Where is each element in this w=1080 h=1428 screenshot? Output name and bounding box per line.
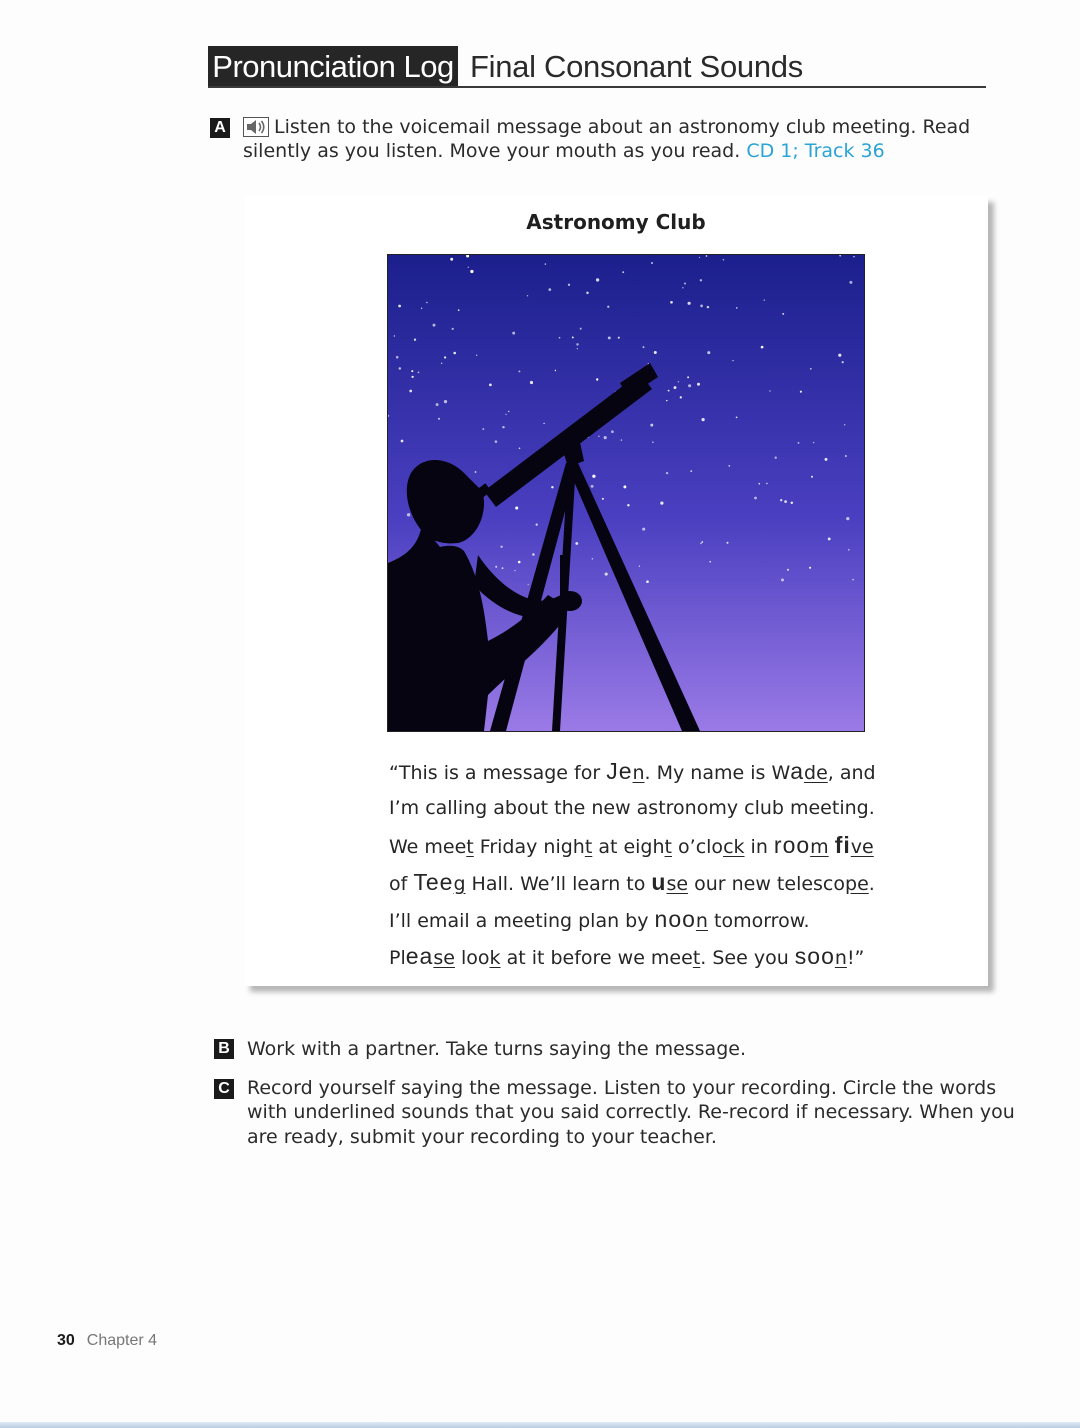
star xyxy=(766,483,767,484)
telescope-illustration xyxy=(387,254,865,732)
section-c-line3: are ready, submit your recording to your teacher. xyxy=(247,1126,717,1148)
star xyxy=(409,390,412,393)
star xyxy=(700,279,702,281)
message-text: Hall. We’ll learn to xyxy=(465,873,652,895)
message-text: . See you xyxy=(700,947,795,969)
star xyxy=(450,258,453,261)
message-text: “This is a message for xyxy=(389,762,607,784)
star xyxy=(764,299,766,301)
star xyxy=(811,476,813,478)
header-title: Final Consonant Sounds xyxy=(470,49,803,84)
header-rule xyxy=(208,86,986,88)
star xyxy=(605,573,608,576)
star xyxy=(452,328,454,330)
star xyxy=(559,337,561,339)
star xyxy=(502,567,504,569)
highlight-vowel: ea xyxy=(405,943,434,969)
star xyxy=(709,561,711,563)
star xyxy=(706,255,708,257)
star xyxy=(660,502,663,505)
star xyxy=(618,337,620,339)
star xyxy=(495,566,497,568)
star xyxy=(727,542,729,544)
star xyxy=(453,352,456,355)
star xyxy=(670,301,673,304)
highlight-vowel: fi xyxy=(834,832,851,858)
star xyxy=(592,475,595,478)
star xyxy=(849,281,852,284)
star xyxy=(580,328,582,330)
star xyxy=(476,355,477,356)
star xyxy=(572,336,574,338)
star xyxy=(512,332,515,335)
star xyxy=(598,436,599,437)
track-link[interactable]: CD 1; Track 36 xyxy=(746,140,885,162)
underlined-sound: g xyxy=(453,873,466,895)
highlight-vowel: u xyxy=(651,869,667,895)
message-line-3 xyxy=(389,830,909,867)
star xyxy=(848,549,850,551)
underlined-sound: n xyxy=(834,947,847,969)
message-text: in xyxy=(744,836,774,858)
star xyxy=(500,546,502,548)
star xyxy=(650,424,653,427)
section-a-line2 xyxy=(243,139,885,164)
star xyxy=(444,400,447,403)
star xyxy=(702,418,705,421)
star xyxy=(846,517,849,520)
star xyxy=(586,292,588,294)
star xyxy=(781,578,784,581)
star xyxy=(411,370,413,372)
star xyxy=(688,302,691,305)
star xyxy=(639,566,640,567)
message-text: !” xyxy=(846,947,865,969)
star xyxy=(791,502,793,504)
star xyxy=(604,436,607,439)
section-b-text: Work with a partner. Take turns saying the message. xyxy=(247,1038,746,1060)
star xyxy=(611,430,614,433)
star xyxy=(551,486,553,488)
star xyxy=(813,442,814,443)
star xyxy=(396,356,399,359)
star xyxy=(690,470,692,472)
message-text: , and xyxy=(827,762,876,784)
star xyxy=(532,553,535,556)
star xyxy=(458,309,460,311)
star xyxy=(707,306,709,308)
star xyxy=(508,411,509,412)
highlight-vowel: Je xyxy=(606,758,633,784)
star xyxy=(701,541,703,543)
star xyxy=(674,386,677,389)
star xyxy=(505,414,506,415)
star xyxy=(394,335,395,336)
star xyxy=(838,354,841,357)
underlined-sound: t xyxy=(584,836,593,858)
star xyxy=(555,370,556,371)
message-line-4 xyxy=(389,867,909,904)
star xyxy=(592,558,594,560)
underlined-sound: ck xyxy=(723,836,745,858)
underlined-sound: pe xyxy=(845,873,869,895)
star xyxy=(436,403,439,406)
star xyxy=(489,384,492,387)
star xyxy=(536,523,538,525)
star xyxy=(441,363,442,364)
page-footer xyxy=(57,1332,157,1350)
star xyxy=(810,368,812,370)
section-a-line2-text: silently as you listen. Move your mouth as you read. xyxy=(243,140,741,162)
message-text: We mee xyxy=(389,836,467,858)
page-header xyxy=(208,46,986,90)
message-text: I’m calling about the new astronomy club meeting. xyxy=(389,797,875,819)
star xyxy=(666,472,668,474)
star xyxy=(680,396,682,398)
star xyxy=(651,262,653,264)
star xyxy=(575,542,578,545)
message-text: at eigh xyxy=(592,836,665,858)
star xyxy=(401,440,404,443)
star xyxy=(688,384,691,387)
star xyxy=(654,351,657,354)
star xyxy=(414,339,416,341)
star xyxy=(800,391,802,393)
underlined-sound: se xyxy=(433,947,455,969)
underlined-sound: k xyxy=(489,947,501,969)
message-line-1 xyxy=(389,756,909,793)
highlight-vowel: Tee xyxy=(413,869,454,895)
star xyxy=(853,256,854,257)
star xyxy=(495,440,498,443)
star xyxy=(809,567,811,569)
star xyxy=(543,423,544,424)
star xyxy=(407,513,410,516)
message-line-2 xyxy=(389,793,909,830)
star xyxy=(545,263,546,264)
star xyxy=(707,351,710,354)
star xyxy=(723,259,724,260)
star xyxy=(668,390,670,392)
star xyxy=(825,458,828,461)
star xyxy=(438,418,440,420)
star xyxy=(519,447,521,449)
star xyxy=(621,439,622,440)
star xyxy=(475,471,477,473)
star xyxy=(622,271,624,273)
star xyxy=(426,302,428,304)
star xyxy=(700,305,703,308)
speaker-icon[interactable] xyxy=(243,117,269,137)
underlined-sound: de xyxy=(804,762,828,784)
star xyxy=(828,537,831,540)
voicemail-message xyxy=(389,756,909,978)
message-text: . xyxy=(868,873,875,895)
star xyxy=(787,569,789,571)
underlined-sound: se xyxy=(666,873,689,895)
star xyxy=(530,381,533,384)
section-a-letter: A xyxy=(210,118,230,138)
section-b-letter: B xyxy=(214,1039,234,1059)
star xyxy=(596,378,598,380)
star xyxy=(780,499,782,501)
underlined-sound: t xyxy=(466,836,474,858)
star xyxy=(842,361,844,363)
star xyxy=(398,305,401,308)
message-line-5 xyxy=(389,904,909,941)
underlined-sound: t xyxy=(692,947,701,969)
star xyxy=(699,257,700,258)
star xyxy=(798,442,800,444)
star xyxy=(687,376,689,378)
section-c-letter: C xyxy=(214,1079,234,1099)
star xyxy=(608,336,611,339)
star xyxy=(678,381,679,382)
message-text: . My name is W xyxy=(644,762,791,784)
star xyxy=(444,356,446,358)
message-text: Pl xyxy=(389,947,406,969)
message-text: at it before we mee xyxy=(500,947,693,969)
underlined-sound: m xyxy=(810,836,829,858)
highlight-vowel: soo xyxy=(794,943,835,969)
star xyxy=(682,287,683,288)
star xyxy=(514,570,515,571)
panel-title: Astronomy Club xyxy=(526,210,706,234)
star xyxy=(754,497,757,500)
underlined-sound: n xyxy=(632,762,645,784)
highlight-vowel: noo xyxy=(654,906,696,932)
chapter-label: Chapter 4 xyxy=(86,1332,158,1349)
star xyxy=(568,284,570,286)
star xyxy=(784,500,787,503)
star xyxy=(596,278,599,281)
star xyxy=(684,282,686,284)
underlined-sound: ve xyxy=(850,836,874,858)
star xyxy=(433,324,436,327)
section-c-line1: Record yourself saying the message. Listen to your recording. Circle the words xyxy=(247,1077,997,1099)
bottom-band xyxy=(0,1422,1080,1428)
star xyxy=(627,504,629,506)
star xyxy=(761,346,764,349)
star xyxy=(736,307,738,309)
star xyxy=(591,485,594,488)
star xyxy=(642,528,645,531)
star xyxy=(769,390,770,391)
page-number: 30 xyxy=(57,1332,75,1349)
message-line-6 xyxy=(389,941,909,978)
header-badge: Pronunciation Log xyxy=(208,46,458,88)
star xyxy=(646,580,649,583)
star xyxy=(527,295,528,296)
star xyxy=(399,367,401,369)
star xyxy=(548,288,551,291)
star xyxy=(697,383,700,386)
star xyxy=(468,267,469,268)
star xyxy=(411,376,413,378)
star xyxy=(518,561,521,564)
star xyxy=(700,543,702,545)
star xyxy=(515,506,518,509)
message-text: I’ll email a meeting plan by xyxy=(389,910,655,932)
message-text: of xyxy=(389,873,414,895)
star xyxy=(518,370,520,372)
section-c-line2: with underlined sounds that you said correctly. Re-record if necessary. When you xyxy=(247,1101,1015,1123)
message-text: tomorrow. xyxy=(707,910,810,932)
star xyxy=(421,308,422,309)
star xyxy=(643,346,645,348)
message-text: loo xyxy=(454,947,490,969)
underlined-sound: n xyxy=(695,910,708,932)
star xyxy=(728,465,730,467)
star xyxy=(502,426,504,428)
star xyxy=(418,372,420,374)
star xyxy=(758,483,760,485)
star xyxy=(577,348,578,349)
star xyxy=(576,343,579,346)
star xyxy=(470,270,473,273)
star xyxy=(732,360,733,361)
star xyxy=(775,457,777,459)
star xyxy=(852,579,854,581)
star xyxy=(528,584,529,585)
star xyxy=(623,485,626,488)
star xyxy=(607,306,609,308)
highlight-vowel: a xyxy=(790,758,805,784)
message-text: our new telesco xyxy=(688,873,846,895)
message-text: Friday nigh xyxy=(473,836,585,858)
underlined-sound: t xyxy=(664,836,672,858)
star xyxy=(652,441,653,442)
star xyxy=(845,455,847,457)
message-text: o’clo xyxy=(672,836,724,858)
star xyxy=(666,400,667,401)
section-a-line1: Listen to the voicemail message about an astronomy club meeting. Read xyxy=(274,116,971,138)
star xyxy=(482,428,484,430)
star xyxy=(602,498,604,500)
star xyxy=(844,424,845,425)
highlight-vowel: roo xyxy=(773,832,811,858)
star xyxy=(782,313,784,315)
star xyxy=(736,417,738,419)
